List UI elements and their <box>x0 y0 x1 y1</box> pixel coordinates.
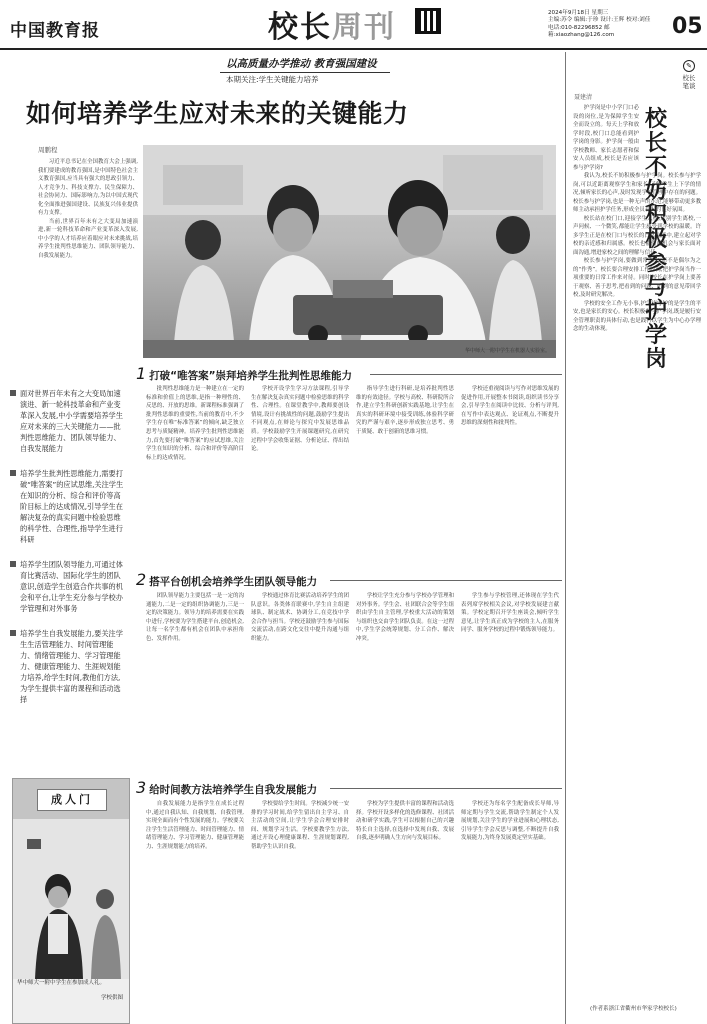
column-tag <box>680 60 698 90</box>
body-paragraph: 学校通过体育比赛活动培养学生的团队意识。各类体育联赛中,学生自主组建球队、制定战术、协调分工,在竞技中学会合作与担当。学校还鼓励学生参与国际交流活动,在跨文化交往中提升沟通与组织能力。 <box>251 593 349 642</box>
page-number: 05 <box>672 14 703 39</box>
issue-contact: 电话:010-82296852 邮箱:xiaozhang@126.com <box>548 24 615 39</box>
subkicker: 本期关注:学生关键能力培养 <box>226 75 319 84</box>
section-1-rule <box>370 374 562 375</box>
section-title-text: 搭平台创机会培养学生团队领导能力 <box>149 576 318 588</box>
section-2-title <box>136 570 317 589</box>
section-2-col-3 <box>356 592 454 752</box>
qr-code-icon <box>415 8 441 34</box>
section-2-col-2 <box>251 592 349 752</box>
bullet-square-icon <box>10 390 16 396</box>
body-paragraph: 学校还为每名学生配备成长导师,导师定期与学生交流,帮助学生制定个人发展规划,关注学生的学业进展和心理状态,引导学生学会反思与调整,不断提升自我发展能力,为终身发展奠定坚实基础。 <box>461 801 559 842</box>
column-paragraph: 我认为,校长不妨积极参与护学岗。校长参与护学岗,可以近距离观察学生和家长,了解学生上下学的情况,倾听家长的心声,及时发现学校管理中存在的问题。校长参与护学岗,也是一种无声的示范,能够带动更多教师主动承担护学任务,形成全员育人的良好氛围。 <box>573 173 701 213</box>
column-title: 校长不妨积极参与护学岗 <box>645 107 668 372</box>
newspaper-logo: 中国教育报 <box>10 21 100 41</box>
coming-of-age-photo-box <box>12 778 130 1024</box>
body-paragraph: 批判性思维能力是一种建立在一定的标准和价值上的思维,是指一种理性的、反思的、开放的思维。新课程标准强调了批判性思维的重要性,当前的教育中,不少学生存在唯“标准答案”的倾向,缺乏独立思考与质疑精神。培养学生批判性思维能力,首先要打破“唯答案”的应试思维,关注学生在知识的分析、综合和评价等高阶目标上的达成情况。 <box>146 386 244 461</box>
promo-caption: 华中师大一附中学生在参加成人礼。 <box>17 980 106 986</box>
section-3-rule <box>330 788 562 789</box>
section-title-text: 打破“唯答案”崇拜培养学生批判性思维能力 <box>149 370 352 382</box>
column-paragraph: 校长参与护学岗,要做到常态化,而不是偶尔为之的“作秀”。校长要合理安排工作时间,把护学岗当作一项重要的日常工作来对待。同时,校长在护学岗上要善于观察、善于思考,把看到的问题、听到的意见带回学校,及时研究解决。 <box>573 258 701 298</box>
body-paragraph: 学校为学生提供丰富的课程和活动选择。学校开设多样化的选修课程、社团活动和研学实践,学生可以根据自己的兴趣特长自主选择,在选择中发现自我、发展自我,逐步明确人生方向与发展目标。 <box>356 801 454 842</box>
body-paragraph: 自我发展能力是指学生在成长过程中,通过自我认知、自我规划、自我管理,实现全面而有个性发展的能力。学校要关注学生生活管理能力、时间管理能力、情绪管理能力、学习管理能力、健康管理能力、生涯规划能力的培养。 <box>146 801 244 850</box>
section-number: 3 <box>136 778 147 797</box>
bullet-square-icon <box>10 630 16 636</box>
section-1-col-2 <box>251 385 349 557</box>
pen-icon: ✎ <box>683 60 695 72</box>
section-3-col-4 <box>461 800 559 1018</box>
column-divider <box>565 52 566 1024</box>
summary-bullet-text: 面对世界百年未有之大变局加速演进、新一轮科技革命和产业变革深入发展,中小学需要培养学生应对未来的三大关键能力——批判性思维能力、团队领导能力、自我发展能力 <box>20 389 123 453</box>
section-3-col-1 <box>146 800 244 1018</box>
summary-bullet <box>10 559 125 614</box>
kicker-divider <box>220 72 390 73</box>
supplement-title-accent: 周刊 <box>332 10 396 45</box>
robotics-lab-photo <box>143 145 556 358</box>
column-body <box>573 104 701 1014</box>
column-author: 聂建清 <box>574 94 593 101</box>
lede-paragraph: 习近平总书记在全国教育大会上强调,我们要建成的教育强国,是中国特色社会主义教育强国,应当具有强大的思政引领力、人才竞争力、科技支撑力、民生保障力、社会协同力、国际影响力,为以中国式现代化全面推进强国建设、民族复兴伟业提供有力支撑。 <box>38 159 138 216</box>
promo-credit: 学校供图 <box>100 995 123 1001</box>
supplement-title <box>268 2 396 46</box>
section-2-col-4 <box>461 592 559 752</box>
summary-bullet <box>10 468 125 545</box>
section-3-col-2 <box>251 800 349 1018</box>
kicker: 以高质量办学推动 教育强国建设 <box>226 58 377 70</box>
column-tag-label: 校长笔谈 <box>682 74 696 90</box>
bullet-square-icon <box>10 561 16 567</box>
section-3-title <box>136 778 317 797</box>
summary-bullet <box>10 388 125 454</box>
body-paragraph: 学校要给学生时间。学校减少统一安排的学习时间,给学生留出自主学习、自主活动的空间,让学生学会合理安排时间、规划学习生活。学校要教学生方法,通过开设心理健康课程、生涯规划课程,帮助学生认识自我。 <box>251 801 349 850</box>
summary-bullet-text: 培养学生自我发展能力,要关注学生生活管理能力、时间管理能力、情绪管理能力、学习管理能力、健康管理能力、生涯规划能力培养,给学生时间,教他们方法,为学生提供丰富的课程和活动选择 <box>20 629 123 704</box>
section-3-col-3 <box>356 800 454 1018</box>
section-title-text: 给时间教方法培养学生自我发展能力 <box>149 784 318 796</box>
body-paragraph: 学校开设学生学习方法课程,引导学生在解决复杂真实问题中检验思维的科学性、合理性。在课堂教学中,教师要创设情境,设计有挑战性的问题,鼓励学生提出不同观点,在辩论与探究中发展思维品质。学校鼓励学生开展课题研究,在研究过程中学会收集证据、分析论证、得出结论。 <box>251 386 349 453</box>
gate-sign: 成人门 <box>37 789 107 811</box>
summary-bullet <box>10 628 125 705</box>
section-1-title <box>136 364 352 383</box>
body-paragraph: 学生参与学校管理,还体现在学生代表列席学校相关会议,对学校发展建言献策。学校定期召开学生座谈会,倾听学生意见,让学生真正成为学校的主人,在服务同学、服务学校的过程中锻炼领导能力。 <box>461 593 559 634</box>
body-paragraph: 学校还重视阅读与写作对思维发展的促进作用,开展整本书阅读,组织读书分享会,引导学生在阅读中比较、分析与评判,在写作中表达观点、论证观点,不断提升思维的深刻性和批判性。 <box>461 386 559 427</box>
photo-caption: 华中师大一附中学生在机器人实验室。 <box>464 348 550 354</box>
section-number: 2 <box>136 570 147 589</box>
body-paragraph: 指导学生进行科研,是培养批判性思维的有效途径。学校与高校、科研院所合作,建立学生科研创新实践基地,让学生在真实的科研环境中接受训练,体验科学研究的严谨与艰辛,逐步形成独立思考、勇于质疑、敢于创新的思维习惯。 <box>356 386 454 435</box>
body-paragraph: 团队领导能力主要包括一是一定的沟通能力,二是一定的组织协调能力,三是一定的决策能力。领导力的培养需要在实践中进行,学校要为学生搭建平台,创造机会,让每一名学生都有机会在团队中承担角色、发挥作用。 <box>146 593 244 642</box>
section-2-rule <box>330 580 562 581</box>
lede-paragraph: 当前,世界百年未有之大变局加速演进,新一轮科技革命和产业变革深入发展,中小学的人才培养应着眼应对未来挑战,培养学生批判性思维能力、团队领导能力、自我发展能力。 <box>38 218 138 259</box>
section-1-col-3 <box>356 385 454 557</box>
headline: 如何培养学生应对未来的关键能力 <box>26 99 409 128</box>
bullet-square-icon <box>10 470 16 476</box>
summary-bullets <box>10 388 125 719</box>
article-lede <box>38 158 138 260</box>
column-paragraph: 校长站在校门口,迎接学生入校,送别学生离校,一声问候、一个微笑,都能让学生感受到学校的温暖。许多学生正是在校门口与校长的日常交流中,建立起对学校的亲近感和归属感。校长也能借此机会与家长面对面沟通,增进家校之间的理解与信任。 <box>573 215 701 256</box>
ceremony-illustration <box>13 819 130 979</box>
section-2-col-1 <box>146 592 244 752</box>
column-footer: (作者系浙江省衢州市华家学校校长) <box>590 1006 677 1012</box>
body-paragraph: 学校让学生充分参与学校办学管理和对外事务。学生会、社团联合会等学生组织由学生自主管理,学校重大活动的策划与组织也交由学生团队负责。在这一过程中,学生学会统筹规划、分工合作、解决冲突。 <box>356 593 454 642</box>
photo-illustration <box>143 145 556 358</box>
issue-editors: 主编:苏令 编辑:于珍 设计:王辉 校对:刘佳 <box>548 17 651 24</box>
column-paragraph: 学校的安全工作无小事,护学岗守护的是学生的平安,也是家长的安心。校长积极参与护学岗,既是履行安全管理职责的具体行动,也是践行以学生为中心办学理念的生动体现。 <box>573 300 701 332</box>
column-paragraph: 护学岗是中小学门口必设的岗位,是为保障学生安全而设立的。每天上学和放学时段,校门口总能看到护学岗的身影。护学岗一般由学校教师、家长志愿者和保安人员组成,校长是否应该参与护学岗? <box>573 105 639 171</box>
section-1-col-4 <box>461 385 559 557</box>
article-author: 周鹏程 <box>38 146 58 154</box>
summary-bullet-text: 培养学生批判性思维能力,需要打破“唯答案”的应试思维,关注学生在知识的分析、综合和评价等高阶目标上的达成情况,引导学生在解决复杂的真实问题中检验思维的科学性、合理性,指导学生进行科研 <box>20 469 124 544</box>
page-header <box>0 0 707 50</box>
section-number: 1 <box>136 364 147 383</box>
issue-date: 2024年9月18日 星期三 <box>548 10 609 16</box>
supplement-title-main: 校长 <box>268 10 332 45</box>
summary-bullet-text: 培养学生团队领导能力,可通过体育比赛活动、国际化学生的团队意识,创造学生创造合作共事的机会和平台,让学生充分参与学校办学管理和对外事务 <box>20 560 123 613</box>
issue-meta <box>548 10 670 40</box>
section-1-col-1 <box>146 385 244 557</box>
